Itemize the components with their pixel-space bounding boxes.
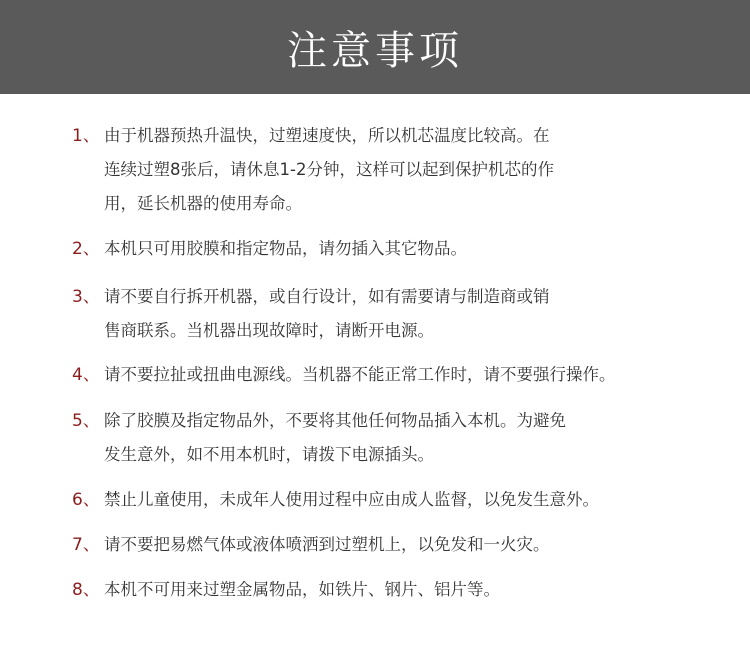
note-text: 本机只可用胶膜和指定物品，请勿插入其它物品。 [104,239,467,258]
note-text: 请不要自行拆开机器，或自行设计，如有需要请与制造商或销 售商联系。当机器出现故障时，请断开电源。 [104,287,550,340]
note-text: 请不要把易燃气体或液体喷洒到过塑机上，以免发和一火灾。 [104,535,550,554]
note-item-4 [72,358,712,392]
note-text: 除了胶膜及指定物品外，不要将其他任何物品插入本机。为避免 发生意外，如不用本机时，请拨下电源插头。 [104,411,566,464]
note-text: 本机不可用来过塑金属物品，如铁片、钢片、铝片等。 [104,580,500,599]
note-text: 由于机器预热升温快，过塑速度快，所以机芯温度比较高。在 连续过塑8张后，请休息1-2分钟，这样可以起到保护机芯的作 用，延长机器的使用寿命。 [104,126,554,213]
note-item-3 [72,280,712,348]
note-number: 2、 [72,239,100,259]
note-item-6 [72,483,712,517]
note-item-5 [72,404,712,472]
note-number: 7、 [72,535,100,555]
note-item-1 [72,119,712,221]
note-item-8 [72,573,712,607]
note-number: 8、 [72,580,100,600]
note-text: 禁止儿童使用，未成年人使用过程中应由成人监督，以免发生意外。 [104,490,599,509]
note-text: 请不要拉扯或扭曲电源线。当机器不能正常工作时，请不要强行操作。 [104,365,616,384]
note-item-7 [72,528,712,562]
note-number: 4、 [72,365,100,385]
note-number: 1、 [72,126,100,146]
page-title: 注意事项 [287,27,463,74]
note-number: 5、 [72,411,100,431]
note-number: 3、 [72,287,100,307]
note-number: 6、 [72,490,100,510]
note-item-2 [72,232,712,266]
header-banner [0,0,750,94]
